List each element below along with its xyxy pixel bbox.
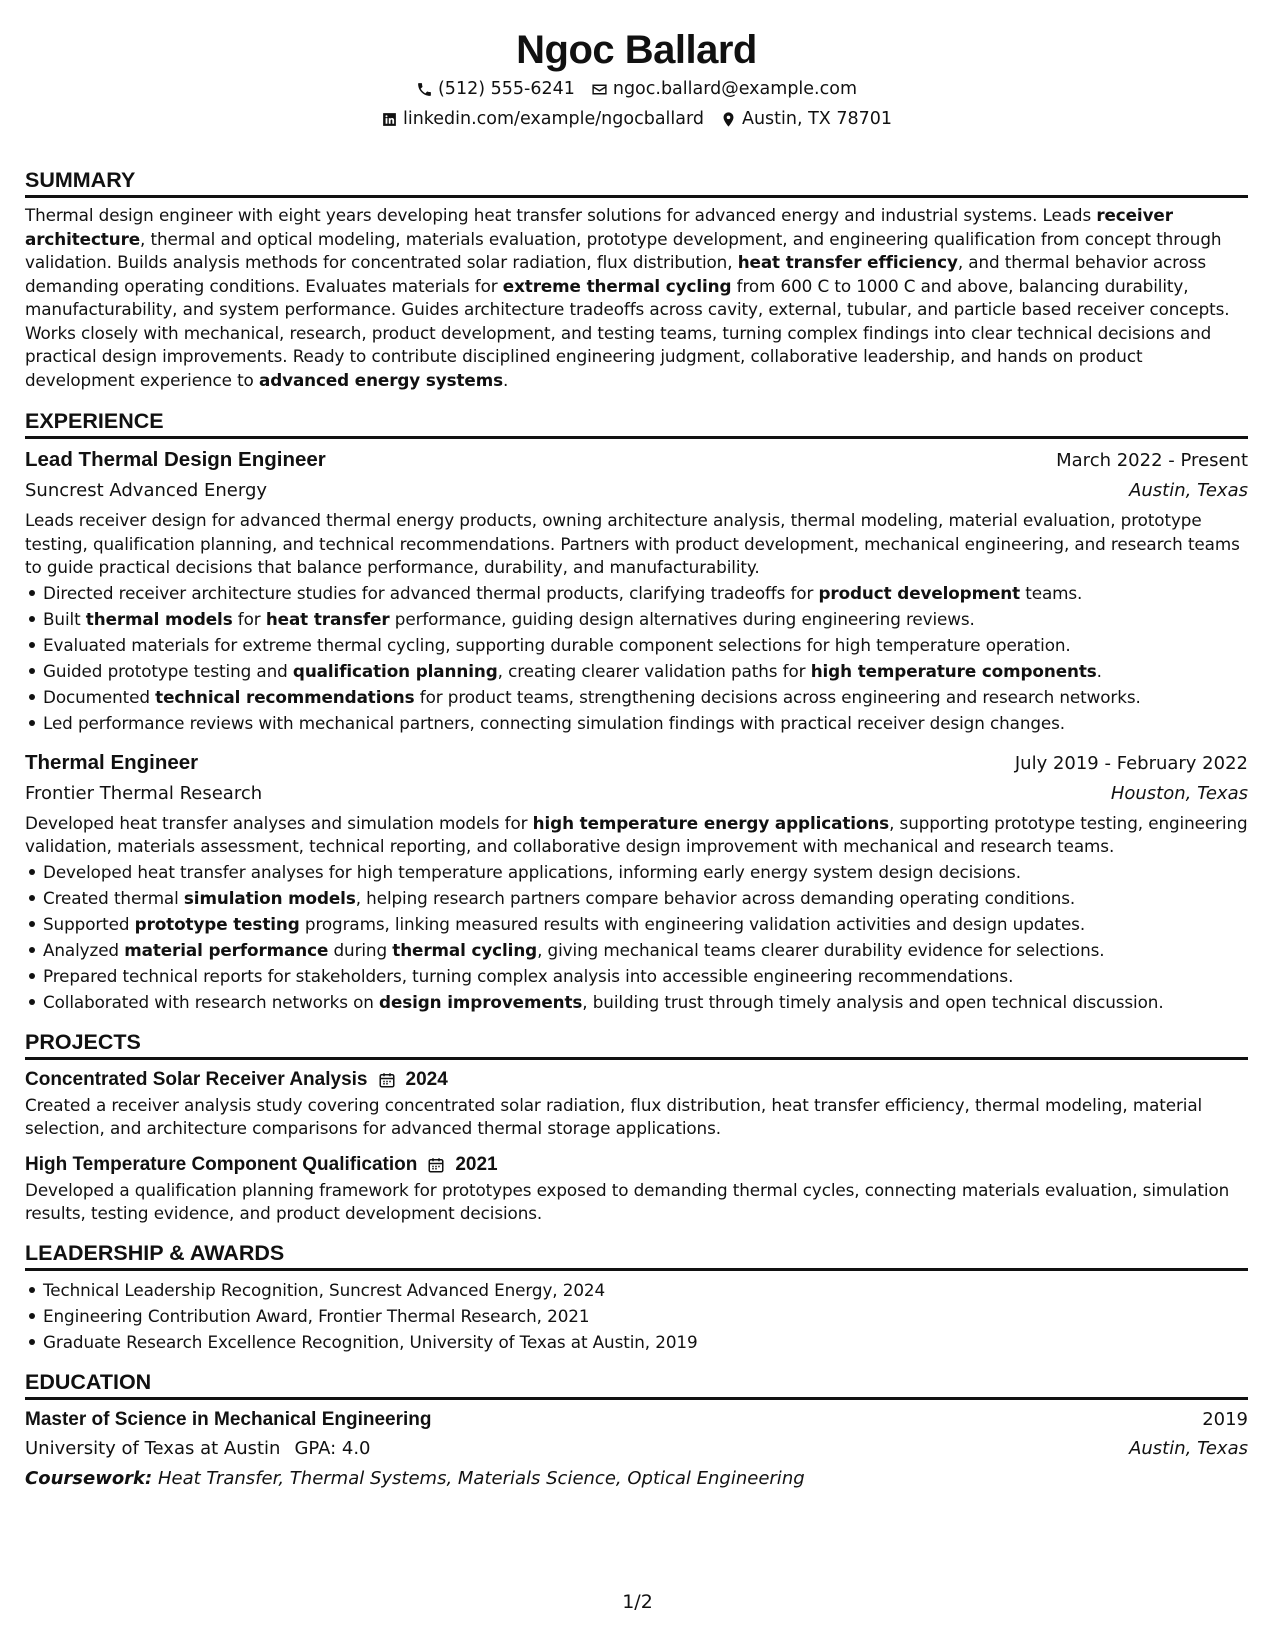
award-item: Technical Leadership Recognition, Suncrest Advanced Energy, 2024: [25, 1277, 1248, 1303]
calendar-icon: [378, 1071, 396, 1089]
gpa: GPA: 4.0: [294, 1437, 371, 1459]
location-contact: [720, 104, 892, 134]
job-dates: March 2022 - Present: [1056, 450, 1248, 471]
award-item: Engineering Contribution Award, Frontier Thermal Research, 2021: [25, 1303, 1248, 1329]
project-heading: [25, 1151, 1248, 1179]
page-number: 1/2: [622, 1591, 653, 1613]
project-entry: [25, 1066, 1248, 1141]
job-company: Frontier Thermal Research: [25, 782, 263, 804]
bullet-item: Supported prototype testing programs, linking measured results with engineering validation activities and design updates.: [25, 911, 1248, 937]
envelope-icon: [591, 81, 608, 98]
bullet-item: Analyzed material performance during thermal cycling, giving mechanical teams clearer durability evidence for selections.: [25, 937, 1248, 963]
bullet-item: Developed heat transfer analyses for high temperature applications, informing early energy system design decisions.: [25, 859, 1248, 885]
section-title-education: EDUCATION: [25, 1369, 1248, 1400]
project-heading: [25, 1066, 1248, 1094]
projects-section: [25, 1029, 1248, 1226]
degree-title: Master of Science in Mechanical Engineering: [25, 1408, 432, 1430]
bullet-item: Collaborated with research networks on design improvements, building trust through timely analysis and open technical discussion.: [25, 989, 1248, 1015]
school-line: [25, 1435, 371, 1463]
candidate-name: Ngoc Ballard: [516, 28, 757, 72]
job-bullets: [25, 580, 1248, 736]
section-title-summary: SUMMARY: [25, 167, 1248, 198]
coursework: Coursework: Heat Transfer, Thermal Systems, Materials Science, Optical Engineering: [25, 1467, 805, 1489]
bullet-item: Evaluated materials for extreme thermal cycling, supporting durable component selections for high temperature operation.: [25, 632, 1248, 658]
project-description: Created a receiver analysis study covering concentrated solar radiation, flux distribution, heat transfer efficiency, thermal modeling, material selection, and architecture comparisons for advanced thermal storage applications.: [25, 1094, 1203, 1138]
project-description: Developed a qualification planning framework for prototypes exposed to demanding thermal cycles, connecting materials evaluation, simulation results, testing evidence, and product development decisions.: [25, 1179, 1230, 1223]
school-location: Austin, Texas: [1129, 1437, 1248, 1459]
email-address[interactable]: ngoc.ballard@example.com: [612, 79, 857, 99]
school-name: University of Texas at Austin: [25, 1437, 281, 1459]
job-dates: July 2019 - February 2022: [1014, 752, 1248, 774]
job-entry: [25, 445, 1248, 736]
graduation-year: 2019: [1202, 1408, 1248, 1430]
summary-section: [25, 167, 1248, 392]
section-title-projects: PROJECTS: [25, 1029, 1248, 1060]
job-title: Lead Thermal Design Engineer: [25, 448, 326, 471]
bullet-item: Directed receiver architecture studies for advanced thermal products, clarifying tradeoffs for product development teams.: [25, 580, 1248, 606]
job-entry: [25, 748, 1248, 1015]
map-pin-icon: [720, 111, 737, 128]
email-contact: [591, 74, 857, 104]
award-item: Graduate Research Excellence Recognition, University of Texas at Austin, 2019: [25, 1329, 1248, 1355]
job-description: Developed heat transfer analyses and simulation models for high temperature energy applications, supporting prototype testing, engineering validation, materials assessment, technical reporting, and collaborative design improvement with mechanical and research teams.: [25, 812, 1248, 856]
resume-page: [25, 0, 1248, 1494]
phone-contact: [416, 74, 575, 104]
bullet-item: Built thermal models for heat transfer performance, guiding design alternatives during engineering reviews.: [25, 606, 1248, 632]
phone-icon: [416, 81, 433, 98]
contact-row-1: [25, 74, 1248, 104]
project-entry: [25, 1151, 1248, 1226]
leadership-section: [25, 1240, 1248, 1355]
job-company: Suncrest Advanced Energy: [25, 480, 268, 501]
bullet-item: Guided prototype testing and qualification planning, creating clearer validation paths for high temperature components.: [25, 658, 1248, 684]
location-text: Austin, TX 78701: [741, 109, 893, 129]
bullet-item: Created thermal simulation models, helping research partners compare behavior across demanding operating conditions.: [25, 885, 1248, 911]
job-description: Leads receiver design for advanced thermal energy products, owning architecture analysis, thermal modeling, material evaluation, prototype testing, qualification planning, and technical recommendations. Partners with product development, mechanical engineering, and research teams to guide practical decisions that balance performance, durability, and manufacturability.: [25, 510, 1240, 577]
project-year: 2024: [405, 1068, 448, 1090]
bullet-item: Documented technical recommendations for product teams, strengthening decisions across engineering and research networks.: [25, 684, 1248, 710]
bullet-item: Prepared technical reports for stakeholders, turning complex analysis into accessible engineering recommendations.: [25, 963, 1248, 989]
phone-number[interactable]: (512) 555-6241: [437, 79, 575, 99]
award-list: [25, 1277, 1248, 1355]
project-name: High Temperature Component Qualification: [25, 1153, 418, 1175]
contact-row-2: [25, 104, 1248, 134]
project-name: Concentrated Solar Receiver Analysis: [25, 1068, 368, 1090]
job-title: Thermal Engineer: [25, 750, 199, 774]
calendar-icon: [427, 1156, 445, 1174]
section-title-leadership: LEADERSHIP & AWARDS: [25, 1240, 1248, 1271]
linkedin-icon: [381, 111, 398, 128]
job-location: Austin, Texas: [1129, 480, 1248, 501]
job-bullets: [25, 859, 1248, 1015]
linkedin-contact: [381, 104, 704, 134]
summary-text: Thermal design engineer with eight years developing heat transfer solutions for advanced energy and industrial systems. Leads receiver architecture, thermal and optical modeling, materials evaluation, prototype development, and engineering qualification from concept through validation. Builds analysis methods for concentrated solar radiation, flux distribution, heat transfer efficiency, and thermal behavior across demanding operating conditions. Evaluates materials for extreme thermal cycling from 600 C to 1000 C and above, balancing durability, manufacturability, and system performance. Guides architecture tradeoffs across cavity, external, tubular, and particle based receiver concepts. Works closely with mechanical, research, product development, and testing teams, turning complex findings into clear technical decisions and practical design improvements. Ready to contribute disciplined engineering judgment, collaborative leadership, and hands on product development experience to advanced energy systems.: [25, 205, 1230, 390]
job-location: Houston, Texas: [1110, 782, 1248, 804]
linkedin-url[interactable]: linkedin.com/example/ngocballard: [402, 109, 704, 129]
education-section: [25, 1369, 1248, 1494]
bullet-item: Led performance reviews with mechanical partners, connecting simulation findings with practical receiver design changes.: [25, 710, 1248, 736]
section-title-experience: EXPERIENCE: [25, 408, 1248, 439]
experience-section: [25, 408, 1248, 1015]
project-year: 2021: [455, 1153, 498, 1175]
